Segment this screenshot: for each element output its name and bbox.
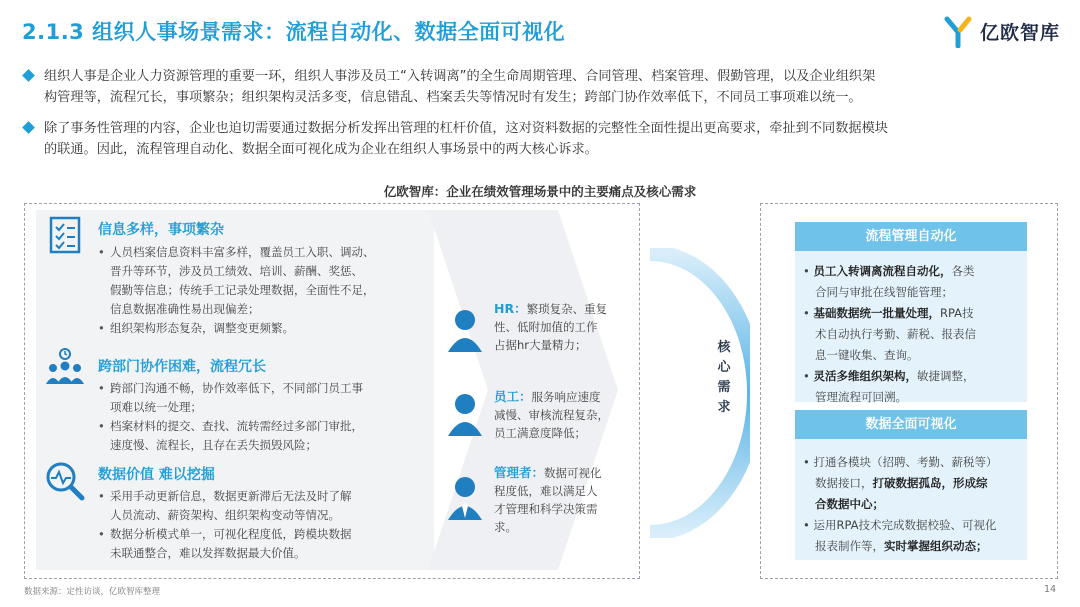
need-line: 管理流程可回溯。: [815, 390, 907, 404]
hr-person-icon: [446, 308, 484, 352]
figure-title: 亿欧智库：企业在绩效管理场景中的主要痛点及核心需求: [383, 184, 697, 199]
need-bold: 灵活多维组织架构，: [813, 369, 917, 383]
role-line: 求。: [494, 520, 517, 534]
role-line: 服务响应速度: [531, 390, 601, 404]
pain-title-3: 数据价值 难以挖掘: [98, 467, 215, 483]
need-line: 合同与审批在线智能管理；: [815, 285, 953, 299]
pain-items-1: • 人员档案信息资料丰富多样，覆盖员工入职、调动、 晋升等环节，涉及员工绩效、培训、薪酬、奖惩、 假勤等信息；传统手工记录处理数据，全面性不足， 信息数据准确性易出现偏差； • 组织架构形态复杂，调整变更频繁。: [98, 243, 428, 338]
pain-line: 人员流动、薪资架构、组织架构变动等情况。: [110, 508, 340, 522]
intro-line: 的联通。因此，流程管理自动化、数据全面可视化成为企业在组织人事场景中的两大核心诉求。: [44, 142, 598, 157]
intro-line: 构管理等，流程冗长，事项繁杂；组织架构灵活多变，信息错乱、档案丢失等情况时有发生；跨部门协作效率低下，不同员工事项难以统一。: [44, 90, 862, 105]
intro-line: 组织人事是企业人力资源管理的重要一环，组织人事涉及员工“入转调离”的全生命周期管理、合同管理、档案管理、假勤管理，以及企业组织架: [44, 69, 876, 84]
logo-text: 亿欧智库: [980, 22, 1061, 44]
need-line: 敏捷调整，: [916, 369, 975, 383]
role-name: HR：: [494, 301, 527, 316]
pain-line: 晋升等环节，涉及员工绩效、培训、薪酬、奖惩、: [110, 264, 363, 278]
pain-line: 采用手动更新信息，数据更新滞后无法及时了解: [110, 489, 352, 503]
intro-bullet: [24, 118, 1064, 160]
role-name: 管理者：: [494, 465, 545, 480]
role-line: 性、低附加值的工作: [494, 320, 598, 334]
intro-bullet: [24, 66, 1064, 108]
need-title-2: 数据全面可视化: [795, 410, 1027, 439]
diamond-bullet-icon: [22, 121, 35, 134]
diamond-bullet-icon: [22, 69, 35, 82]
pain-line: 假勤等信息；传统手工记录处理数据，全面性不足，: [110, 283, 375, 297]
source-note: 数据来源：定性访谈，亿欧智库整理: [24, 587, 161, 597]
need-line: RPA技: [939, 306, 974, 320]
pain-line: 项难以统一处理；: [110, 400, 202, 414]
need-line: 各类: [951, 264, 975, 278]
manager-person-icon: [446, 476, 484, 520]
role-line: 数据可视化: [544, 466, 602, 480]
role-line: 减慢、审核流程复杂，: [494, 408, 609, 422]
need-bold: 实时掌握组织动态；: [884, 539, 988, 553]
pain-items-3: • 采用手动更新信息，数据更新滞后无法及时了解 人员流动、薪资架构、组织架构变动等情况。 • 数据分析模式单一，可视化程度低，跨模块数据 未联通整合，难以发挥数据最大价值。: [98, 487, 428, 563]
need-line: 术自动执行考勤、薪税、报表信: [815, 327, 976, 341]
pain-line: 组织架构形态复杂，调整变更频繁。: [110, 321, 294, 335]
need-bold: 打破数据孤岛，形成综: [872, 476, 988, 490]
need-title-1: 流程管理自动化: [795, 222, 1027, 251]
page-number: 14: [1044, 584, 1057, 595]
pain-line: 人员档案信息资料丰富多样，覆盖员工入职、调动、: [110, 245, 375, 259]
page-title: 2.1.3 组织人事场景需求：流程自动化、数据全面可视化: [22, 20, 566, 44]
need-line: 打通各模块（招聘、考勤、薪税等）: [813, 455, 998, 469]
role-line: 占据hr大量精力；: [494, 338, 587, 352]
role-line: 程度低，难以满足人: [494, 484, 598, 498]
role-line: 繁琐复杂、重复: [526, 302, 608, 316]
need-bold: 员工入转调离流程自动化，: [813, 264, 952, 278]
need-line: 报表制作等，: [815, 539, 884, 553]
pain-title-2: 跨部门协作困难，流程冗长: [98, 359, 266, 375]
pain-line: 档案材料的提交、查找、流转需经过多部门审批，: [110, 419, 363, 433]
core-needs-label: 核心需求: [717, 340, 731, 415]
need-bold: 基础数据统一批量处理，: [813, 306, 940, 320]
team-icon: [44, 348, 86, 386]
role-manager: [494, 464, 624, 536]
role-line: 才管理和科学决策需: [494, 502, 598, 516]
pain-line: 速度慢、流程长，且存在丢失损毁风险；: [110, 438, 317, 452]
role-employee: [494, 388, 624, 442]
checklist-icon: [48, 216, 84, 256]
need-items-1: • 员工入转调离流程自动化，各类 合同与审批在线智能管理； • 基础数据统一批量处理，RPA技 术自动执行考勤、薪税、报表信 息一键收集、查询。 • 灵活多维组织架构，敏捷调整， 管理流程可回溯。: [803, 261, 1023, 408]
pain-line: 未联通整合，难以发挥数据最大价值。: [110, 546, 306, 560]
pain-line: 数据分析模式单一，可视化程度低，跨模块数据: [110, 527, 352, 541]
role-hr: [494, 300, 624, 354]
employee-person-icon: [446, 392, 484, 436]
role-name: 员工：: [494, 389, 532, 404]
need-bold: 合数据中心；: [815, 497, 884, 511]
logo-icon: [944, 16, 978, 48]
pain-items-2: • 跨部门沟通不畅，协作效率低下，不同部门员工事 项难以统一处理； • 档案材料的提交、查找、流转需经过多部门审批， 速度慢、流程长，且存在丢失损毁风险；: [98, 379, 428, 455]
need-line: 数据接口，: [815, 476, 873, 490]
need-items-2: • 打通各模块（招聘、考勤、薪税等） 数据接口，打破数据孤岛，形成综 合数据中心； • 运用RPA技术完成数据校验、可视化 报表制作等，实时掌握组织动态；: [803, 455, 998, 553]
role-line: 员工满意度降低；: [494, 426, 586, 440]
pain-line: 跨部门沟通不畅，协作效率低下，不同部门员工事: [110, 381, 363, 395]
pain-title-1: 信息多样，事项繁杂: [98, 222, 224, 238]
pain-line: 信息数据准确性易出现偏差；: [110, 302, 260, 316]
need-line: 运用RPA技术完成数据校验、可视化: [813, 518, 997, 532]
data-search-icon: [44, 460, 86, 502]
need-line: 息一键收集、查询。: [815, 348, 919, 362]
intro-line: 除了事务性管理的内容，企业也迫切需要通过数据分析发挥出管理的杠杆价值，这对资料数据的完整性全面性提出更高要求，牵扯到不同数据模块: [44, 121, 888, 136]
